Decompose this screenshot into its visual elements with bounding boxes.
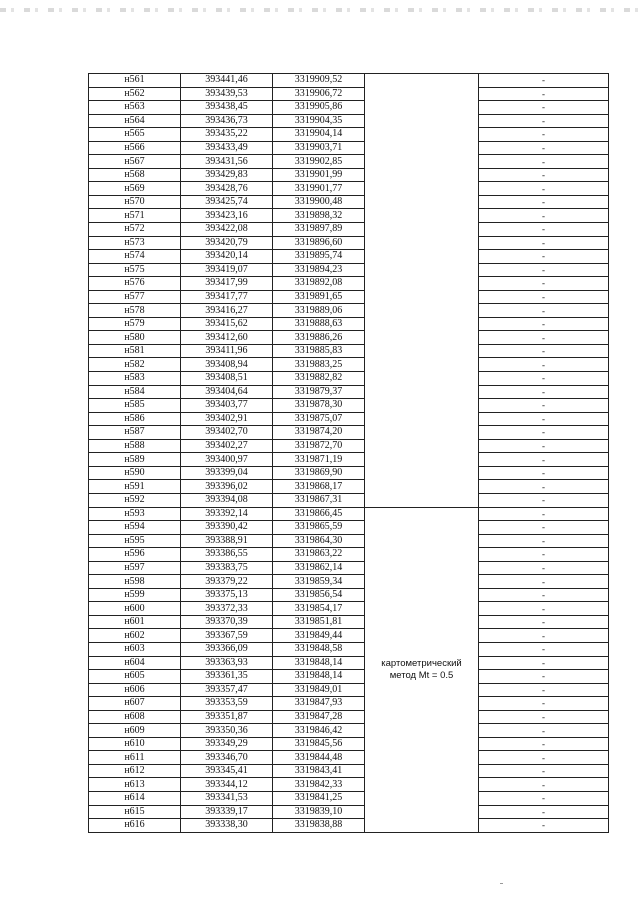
table-row: [89, 697, 609, 711]
value-cell: -: [479, 588, 609, 602]
point-id-cell: н609: [89, 724, 181, 738]
y-coordinate-cell: 3319859,34: [273, 575, 365, 589]
y-coordinate-cell: 3319878,30: [273, 399, 365, 413]
table-row: [89, 710, 609, 724]
table-row: [89, 263, 609, 277]
y-coordinate-cell: 3319856,54: [273, 588, 365, 602]
method-accuracy: метод Mt = 0.5: [389, 669, 454, 681]
point-id-cell: н591: [89, 480, 181, 494]
point-id-cell: н579: [89, 317, 181, 331]
point-id-cell: н561: [89, 74, 181, 88]
y-coordinate-cell: 3319888,63: [273, 317, 365, 331]
value-cell: -: [479, 642, 609, 656]
y-coordinate-cell: 3319867,31: [273, 493, 365, 507]
point-id-cell: н604: [89, 656, 181, 670]
value-cell: -: [479, 724, 609, 738]
table-row: [89, 548, 609, 562]
table-row: [89, 317, 609, 331]
x-coordinate-cell: 393338,30: [181, 819, 273, 833]
point-id-cell: н606: [89, 683, 181, 697]
x-coordinate-cell: 393383,75: [181, 561, 273, 575]
table-row: [89, 764, 609, 778]
value-cell: -: [479, 615, 609, 629]
table-row: [89, 602, 609, 616]
point-id-cell: н592: [89, 493, 181, 507]
table-row: [89, 331, 609, 345]
x-coordinate-cell: 393441,46: [181, 74, 273, 88]
x-coordinate-cell: 393379,22: [181, 575, 273, 589]
x-coordinate-cell: 393428,76: [181, 182, 273, 196]
x-coordinate-cell: 393372,33: [181, 602, 273, 616]
table-row: [89, 805, 609, 819]
table-row: [89, 358, 609, 372]
table-row: [89, 426, 609, 440]
x-coordinate-cell: 393408,51: [181, 372, 273, 386]
value-cell: -: [479, 521, 609, 535]
table-row: [89, 385, 609, 399]
y-coordinate-cell: 3319896,60: [273, 236, 365, 250]
table-row: [89, 344, 609, 358]
value-cell: -: [479, 439, 609, 453]
x-coordinate-cell: 393350,36: [181, 724, 273, 738]
value-cell: -: [479, 74, 609, 88]
value-cell: -: [479, 791, 609, 805]
y-coordinate-cell: 3319882,82: [273, 372, 365, 386]
value-cell: -: [479, 453, 609, 467]
method-cell-2: [365, 507, 479, 832]
point-id-cell: н590: [89, 466, 181, 480]
table-row: [89, 493, 609, 507]
point-id-cell: н616: [89, 819, 181, 833]
x-coordinate-cell: 393429,83: [181, 168, 273, 182]
table-row: [89, 724, 609, 738]
x-coordinate-cell: 393386,55: [181, 548, 273, 562]
table-row: [89, 642, 609, 656]
y-coordinate-cell: 3319894,23: [273, 263, 365, 277]
y-coordinate-cell: 3319898,32: [273, 209, 365, 223]
point-id-cell: н584: [89, 385, 181, 399]
value-cell: -: [479, 128, 609, 142]
point-id-cell: н613: [89, 778, 181, 792]
x-coordinate-cell: 393346,70: [181, 751, 273, 765]
x-coordinate-cell: 393396,02: [181, 480, 273, 494]
value-cell: -: [479, 372, 609, 386]
table-row: [89, 819, 609, 833]
coordinates-table: [88, 73, 609, 833]
value-cell: -: [479, 493, 609, 507]
point-id-cell: н568: [89, 168, 181, 182]
x-coordinate-cell: 393402,70: [181, 426, 273, 440]
value-cell: -: [479, 805, 609, 819]
y-coordinate-cell: 3319849,44: [273, 629, 365, 643]
x-coordinate-cell: 393394,08: [181, 493, 273, 507]
x-coordinate-cell: 393400,97: [181, 453, 273, 467]
value-cell: -: [479, 304, 609, 318]
table-row: [89, 466, 609, 480]
y-coordinate-cell: 3319866,45: [273, 507, 365, 521]
y-coordinate-cell: 3319905,86: [273, 101, 365, 115]
table-row: [89, 453, 609, 467]
value-cell: -: [479, 561, 609, 575]
y-coordinate-cell: 3319891,65: [273, 290, 365, 304]
value-cell: -: [479, 263, 609, 277]
y-coordinate-cell: 3319872,70: [273, 439, 365, 453]
table-row: [89, 575, 609, 589]
point-id-cell: н597: [89, 561, 181, 575]
x-coordinate-cell: 393370,39: [181, 615, 273, 629]
table-row: [89, 74, 609, 88]
coordinates-table-body: [89, 74, 609, 833]
x-coordinate-cell: 393388,91: [181, 534, 273, 548]
x-coordinate-cell: 393402,91: [181, 412, 273, 426]
x-coordinate-cell: 393431,56: [181, 155, 273, 169]
y-coordinate-cell: 3319909,52: [273, 74, 365, 88]
x-coordinate-cell: 393408,94: [181, 358, 273, 372]
point-id-cell: н573: [89, 236, 181, 250]
x-coordinate-cell: 393419,07: [181, 263, 273, 277]
point-id-cell: н605: [89, 670, 181, 684]
y-coordinate-cell: 3319901,77: [273, 182, 365, 196]
table-row: [89, 195, 609, 209]
value-cell: -: [479, 412, 609, 426]
value-cell: -: [479, 656, 609, 670]
point-id-cell: н581: [89, 344, 181, 358]
x-coordinate-cell: 393435,22: [181, 128, 273, 142]
value-cell: -: [479, 575, 609, 589]
value-cell: -: [479, 358, 609, 372]
x-coordinate-cell: 393339,17: [181, 805, 273, 819]
table-row: [89, 629, 609, 643]
point-id-cell: н588: [89, 439, 181, 453]
value-cell: -: [479, 480, 609, 494]
method-name: картометрический: [381, 657, 462, 669]
y-coordinate-cell: 3319871,19: [273, 453, 365, 467]
y-coordinate-cell: 3319838,88: [273, 819, 365, 833]
x-coordinate-cell: 393392,14: [181, 507, 273, 521]
y-coordinate-cell: 3319889,06: [273, 304, 365, 318]
table-row: [89, 751, 609, 765]
value-cell: -: [479, 141, 609, 155]
scan-edge-artifact: [0, 8, 640, 12]
value-cell: -: [479, 223, 609, 237]
table-row: [89, 791, 609, 805]
x-coordinate-cell: 393353,59: [181, 697, 273, 711]
point-id-cell: н596: [89, 548, 181, 562]
point-id-cell: н594: [89, 521, 181, 535]
y-coordinate-cell: 3319879,37: [273, 385, 365, 399]
table-row: [89, 209, 609, 223]
point-id-cell: н576: [89, 277, 181, 291]
x-coordinate-cell: 393420,14: [181, 250, 273, 264]
value-cell: -: [479, 507, 609, 521]
x-coordinate-cell: 393436,73: [181, 114, 273, 128]
table-row: [89, 277, 609, 291]
value-cell: -: [479, 250, 609, 264]
scan-dot-artifact: [500, 883, 503, 884]
point-id-cell: н564: [89, 114, 181, 128]
value-cell: -: [479, 778, 609, 792]
y-coordinate-cell: 3319874,20: [273, 426, 365, 440]
point-id-cell: н611: [89, 751, 181, 765]
value-cell: -: [479, 87, 609, 101]
y-coordinate-cell: 3319851,81: [273, 615, 365, 629]
y-coordinate-cell: 3319862,14: [273, 561, 365, 575]
y-coordinate-cell: 3319844,48: [273, 751, 365, 765]
value-cell: -: [479, 182, 609, 196]
y-coordinate-cell: 3319875,07: [273, 412, 365, 426]
value-cell: -: [479, 737, 609, 751]
point-id-cell: н570: [89, 195, 181, 209]
point-id-cell: н599: [89, 588, 181, 602]
point-id-cell: н615: [89, 805, 181, 819]
value-cell: -: [479, 385, 609, 399]
x-coordinate-cell: 393341,53: [181, 791, 273, 805]
value-cell: -: [479, 344, 609, 358]
value-cell: -: [479, 101, 609, 115]
point-id-cell: н578: [89, 304, 181, 318]
x-coordinate-cell: 393402,27: [181, 439, 273, 453]
table-row: [89, 778, 609, 792]
x-coordinate-cell: 393417,99: [181, 277, 273, 291]
point-id-cell: н569: [89, 182, 181, 196]
x-coordinate-cell: 393345,41: [181, 764, 273, 778]
point-id-cell: н600: [89, 602, 181, 616]
point-id-cell: н595: [89, 534, 181, 548]
point-id-cell: н585: [89, 399, 181, 413]
table-row: [89, 656, 609, 670]
x-coordinate-cell: 393375,13: [181, 588, 273, 602]
y-coordinate-cell: 3319869,90: [273, 466, 365, 480]
table-row: [89, 412, 609, 426]
y-coordinate-cell: 3319847,93: [273, 697, 365, 711]
y-coordinate-cell: 3319845,56: [273, 737, 365, 751]
y-coordinate-cell: 3319849,01: [273, 683, 365, 697]
x-coordinate-cell: 393403,77: [181, 399, 273, 413]
value-cell: -: [479, 697, 609, 711]
x-coordinate-cell: 393367,59: [181, 629, 273, 643]
x-coordinate-cell: 393439,53: [181, 87, 273, 101]
x-coordinate-cell: 393357,47: [181, 683, 273, 697]
value-cell: -: [479, 195, 609, 209]
table-row: [89, 480, 609, 494]
x-coordinate-cell: 393366,09: [181, 642, 273, 656]
x-coordinate-cell: 393423,16: [181, 209, 273, 223]
y-coordinate-cell: 3319868,17: [273, 480, 365, 494]
point-id-cell: н587: [89, 426, 181, 440]
point-id-cell: н589: [89, 453, 181, 467]
table-row: [89, 615, 609, 629]
value-cell: -: [479, 764, 609, 778]
point-id-cell: н571: [89, 209, 181, 223]
table-row: [89, 304, 609, 318]
value-cell: -: [479, 168, 609, 182]
y-coordinate-cell: 3319847,28: [273, 710, 365, 724]
point-id-cell: н582: [89, 358, 181, 372]
table-row: [89, 168, 609, 182]
value-cell: -: [479, 317, 609, 331]
point-id-cell: н586: [89, 412, 181, 426]
y-coordinate-cell: 3319842,33: [273, 778, 365, 792]
x-coordinate-cell: 393344,12: [181, 778, 273, 792]
x-coordinate-cell: 393415,62: [181, 317, 273, 331]
x-coordinate-cell: 393425,74: [181, 195, 273, 209]
x-coordinate-cell: 393361,35: [181, 670, 273, 684]
value-cell: -: [479, 277, 609, 291]
point-id-cell: н577: [89, 290, 181, 304]
table-row: [89, 114, 609, 128]
value-cell: -: [479, 683, 609, 697]
point-id-cell: н574: [89, 250, 181, 264]
point-id-cell: н610: [89, 737, 181, 751]
method-cell-1: [365, 74, 479, 508]
value-cell: -: [479, 290, 609, 304]
table-row: [89, 155, 609, 169]
y-coordinate-cell: 3319904,35: [273, 114, 365, 128]
point-id-cell: н608: [89, 710, 181, 724]
table-row: [89, 561, 609, 575]
table-row: [89, 128, 609, 142]
y-coordinate-cell: 3319843,41: [273, 764, 365, 778]
y-coordinate-cell: 3319895,74: [273, 250, 365, 264]
value-cell: -: [479, 466, 609, 480]
value-cell: -: [479, 670, 609, 684]
y-coordinate-cell: 3319906,72: [273, 87, 365, 101]
point-id-cell: н601: [89, 615, 181, 629]
value-cell: -: [479, 751, 609, 765]
x-coordinate-cell: 393404,64: [181, 385, 273, 399]
value-cell: -: [479, 209, 609, 223]
x-coordinate-cell: 393420,79: [181, 236, 273, 250]
x-coordinate-cell: 393399,04: [181, 466, 273, 480]
point-id-cell: н565: [89, 128, 181, 142]
value-cell: -: [479, 819, 609, 833]
x-coordinate-cell: 393390,42: [181, 521, 273, 535]
y-coordinate-cell: 3319848,14: [273, 656, 365, 670]
y-coordinate-cell: 3319863,22: [273, 548, 365, 562]
value-cell: -: [479, 155, 609, 169]
point-id-cell: н603: [89, 642, 181, 656]
table-row: [89, 223, 609, 237]
y-coordinate-cell: 3319897,89: [273, 223, 365, 237]
x-coordinate-cell: 393422,08: [181, 223, 273, 237]
y-coordinate-cell: 3319883,25: [273, 358, 365, 372]
value-cell: -: [479, 426, 609, 440]
table-row: [89, 670, 609, 684]
y-coordinate-cell: 3319902,85: [273, 155, 365, 169]
table-row: [89, 521, 609, 535]
table-row: [89, 588, 609, 602]
x-coordinate-cell: 393417,77: [181, 290, 273, 304]
y-coordinate-cell: 3319846,42: [273, 724, 365, 738]
y-coordinate-cell: 3319839,10: [273, 805, 365, 819]
value-cell: -: [479, 710, 609, 724]
x-coordinate-cell: 393412,60: [181, 331, 273, 345]
value-cell: -: [479, 399, 609, 413]
point-id-cell: н580: [89, 331, 181, 345]
y-coordinate-cell: 3319892,08: [273, 277, 365, 291]
table-row: [89, 87, 609, 101]
y-coordinate-cell: 3319904,14: [273, 128, 365, 142]
table-row: [89, 290, 609, 304]
x-coordinate-cell: 393433,49: [181, 141, 273, 155]
x-coordinate-cell: 393351,87: [181, 710, 273, 724]
table-row: [89, 737, 609, 751]
y-coordinate-cell: 3319901,99: [273, 168, 365, 182]
y-coordinate-cell: 3319900,48: [273, 195, 365, 209]
point-id-cell: н614: [89, 791, 181, 805]
point-id-cell: н567: [89, 155, 181, 169]
x-coordinate-cell: 393363,93: [181, 656, 273, 670]
point-id-cell: н598: [89, 575, 181, 589]
point-id-cell: н566: [89, 141, 181, 155]
y-coordinate-cell: 3319841,25: [273, 791, 365, 805]
value-cell: -: [479, 331, 609, 345]
table-row: [89, 101, 609, 115]
table-row: [89, 141, 609, 155]
value-cell: -: [479, 602, 609, 616]
y-coordinate-cell: 3319848,14: [273, 670, 365, 684]
x-coordinate-cell: 393349,29: [181, 737, 273, 751]
point-id-cell: н575: [89, 263, 181, 277]
table-row: [89, 399, 609, 413]
point-id-cell: н572: [89, 223, 181, 237]
table-row: [89, 236, 609, 250]
point-id-cell: н612: [89, 764, 181, 778]
point-id-cell: н607: [89, 697, 181, 711]
table-row: [89, 507, 609, 521]
x-coordinate-cell: 393416,27: [181, 304, 273, 318]
point-id-cell: н593: [89, 507, 181, 521]
point-id-cell: н602: [89, 629, 181, 643]
table-row: [89, 439, 609, 453]
value-cell: -: [479, 534, 609, 548]
value-cell: -: [479, 236, 609, 250]
y-coordinate-cell: 3319864,30: [273, 534, 365, 548]
point-id-cell: н563: [89, 101, 181, 115]
value-cell: -: [479, 114, 609, 128]
y-coordinate-cell: 3319848,58: [273, 642, 365, 656]
value-cell: -: [479, 548, 609, 562]
value-cell: -: [479, 629, 609, 643]
x-coordinate-cell: 393411,96: [181, 344, 273, 358]
y-coordinate-cell: 3319854,17: [273, 602, 365, 616]
y-coordinate-cell: 3319886,26: [273, 331, 365, 345]
y-coordinate-cell: 3319865,59: [273, 521, 365, 535]
table-row: [89, 182, 609, 196]
table-row: [89, 250, 609, 264]
point-id-cell: н583: [89, 372, 181, 386]
y-coordinate-cell: 3319885,83: [273, 344, 365, 358]
table-row: [89, 534, 609, 548]
point-id-cell: н562: [89, 87, 181, 101]
y-coordinate-cell: 3319903,71: [273, 141, 365, 155]
x-coordinate-cell: 393438,45: [181, 101, 273, 115]
table-row: [89, 372, 609, 386]
table-row: [89, 683, 609, 697]
